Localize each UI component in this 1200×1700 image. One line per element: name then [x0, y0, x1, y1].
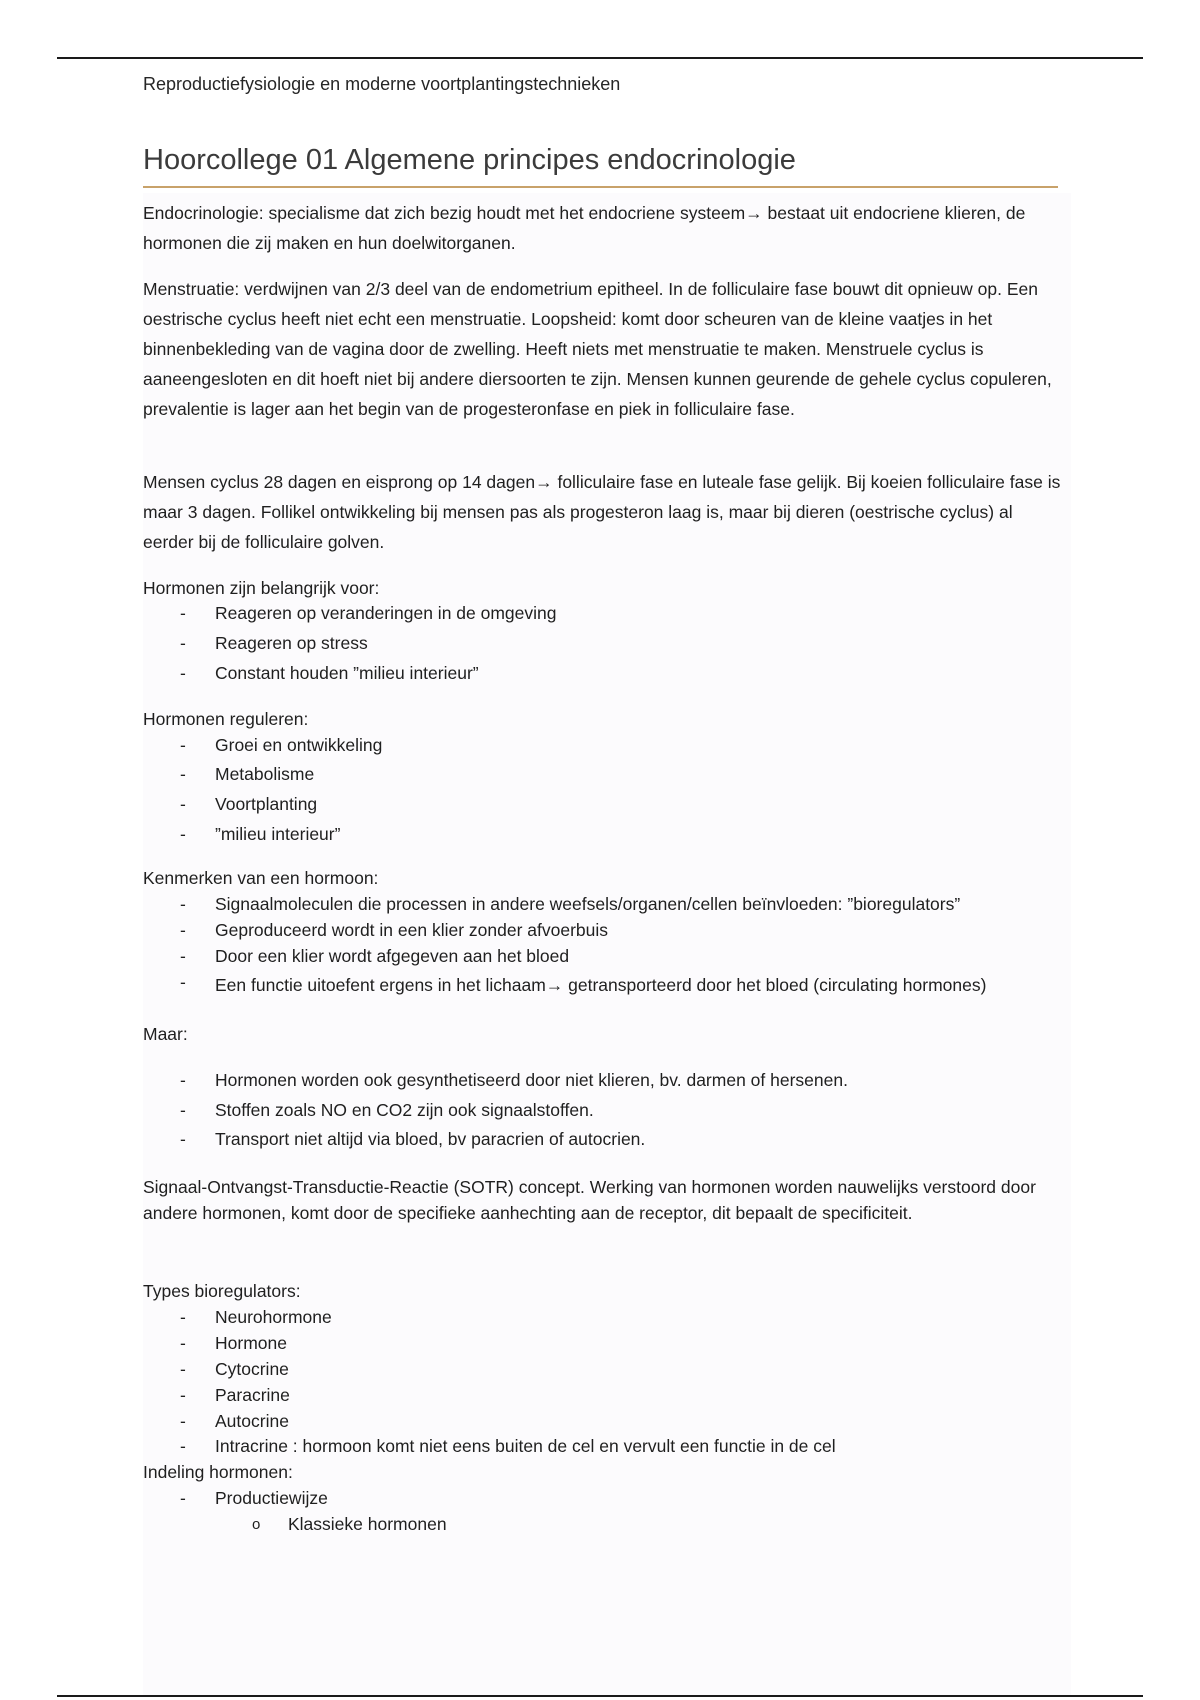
list-item: Productiewijze — [215, 1488, 328, 1508]
dash-marker: - — [180, 972, 186, 992]
dash-marker: - — [180, 633, 186, 653]
dash-marker: - — [180, 1359, 186, 1379]
paragraph-cyclus: Mensen cyclus 28 dagen en eisprong op 14 dagen→ folliculaire fase en luteale fase gelijk. Bij koeien folliculaire fase is maar 3 dagen. Follikel ontwikkeling bij mensen pas als progesteron laag is, maar bij dieren (oestrische cyclus) al eerder bij de folliculaire golven. — [143, 472, 1061, 552]
dash-marker: - — [180, 735, 186, 755]
list-heading-reguleren: Hormonen reguleren: — [143, 709, 309, 729]
list-item: Door een klier wordt afgegeven aan het bloed — [215, 946, 570, 966]
dash-marker: - — [180, 794, 186, 814]
dash-marker: - — [180, 1129, 186, 1149]
bottom-rule — [57, 1695, 1143, 1697]
dash-marker: - — [180, 824, 186, 844]
dash-marker: - — [180, 920, 186, 940]
list-item: Stoffen zoals NO en CO2 zijn ook signaalstoffen. — [215, 1100, 594, 1120]
list-item: Hormone — [215, 1333, 287, 1353]
list-item: Metabolisme — [215, 764, 315, 784]
list-item: Reageren op stress — [215, 633, 368, 653]
list-item: Signaalmoleculen die processen in andere weefsels/organen/cellen beïnvloeden: ”bioregulators” — [215, 894, 961, 914]
dash-marker: - — [180, 1100, 186, 1120]
list-heading-indeling: Indeling hormonen: — [143, 1462, 293, 1482]
list-item: Constant houden ”milieu interieur” — [215, 663, 479, 683]
list-heading-belangrijk: Hormonen zijn belangrijk voor: — [143, 578, 380, 598]
dash-marker: - — [180, 1488, 186, 1508]
circle-bullet-icon: o — [252, 1516, 261, 1533]
list-item: Voortplanting — [215, 794, 318, 814]
dash-marker: - — [180, 1436, 186, 1456]
list-heading-kenmerken: Kenmerken van een hormoon: — [143, 868, 379, 888]
dash-marker: - — [180, 1333, 186, 1353]
dash-marker: - — [180, 946, 186, 966]
dash-marker: - — [180, 603, 186, 623]
list-item: Hormonen worden ook gesynthetiseerd door niet klieren, bv. darmen of hersenen. — [215, 1070, 848, 1090]
dash-marker: - — [180, 1411, 186, 1431]
title-underline — [143, 186, 1058, 188]
list-heading-types: Types bioregulators: — [143, 1281, 301, 1301]
dash-marker: - — [180, 764, 186, 784]
list-item: ”milieu interieur” — [215, 824, 341, 844]
paragraph-menstruatie: Menstruatie: verdwijnen van 2/3 deel van de endometrium epitheel. In de folliculaire fase bouwt dit opnieuw op. Een oestrische cyclus heeft niet echt een menstruatie. Loopsheid: komt door scheuren van de kleine vaatjes in het binnenbekleding van de vagina door de zwelling. Heeft niets met menstruatie te maken. Menstruele cyclus is aaneengesloten en dit hoeft niet bij andere diersoorten te zijn. Mensen kunnen geurende de gehele cyclus copuleren, prevalentie is lager aan het begin van de progesteronfase en piek in folliculaire fase. — [143, 279, 1052, 419]
page-title: Hoorcollege 01 Algemene principes endocrinologie — [143, 144, 796, 176]
dash-marker: - — [180, 663, 186, 683]
list-item: Transport niet altijd via bloed, bv paracrien of autocrien. — [215, 1129, 646, 1149]
running-header: Reproductiefysiologie en moderne voortplantingstechnieken — [143, 74, 621, 94]
list-item: Cytocrine — [215, 1359, 289, 1379]
dash-marker: - — [180, 1307, 186, 1327]
list-item: Autocrine — [215, 1411, 289, 1431]
list-item: Een functie uitoefent ergens in het lichaam→ getransporteerd door het bloed (circulating hormones) — [215, 975, 987, 995]
dash-marker: - — [180, 894, 186, 914]
top-rule — [57, 57, 1143, 59]
paragraph-sotr: Signaal-Ontvangst-Transductie-Reactie (SOTR) concept. Werking van hormonen worden nauwelijks verstoord door andere hormonen, komt door de specifieke aanhechting aan de receptor, dit bepaalt de specificiteit. — [143, 1177, 1036, 1223]
dash-marker: - — [180, 1385, 186, 1405]
list-item: Neurohormone — [215, 1307, 332, 1327]
list-item: Reageren op veranderingen in de omgeving — [215, 603, 557, 623]
list-item: Groei en ontwikkeling — [215, 735, 383, 755]
sub-list-item: Klassieke hormonen — [288, 1514, 447, 1534]
paragraph-endocrinologie: Endocrinologie: specialisme dat zich bezig houdt met het endocriene systeem→ bestaat uit endocriene klieren, de hormonen die zij maken en hun doelwitorganen. — [143, 203, 1026, 253]
list-item: Intracrine : hormoon komt niet eens buiten de cel en vervult een functie in de cel — [215, 1436, 836, 1456]
list-item: Paracrine — [215, 1385, 290, 1405]
list-heading-maar: Maar: — [143, 1024, 188, 1044]
list-item: Geproduceerd wordt in een klier zonder afvoerbuis — [215, 920, 608, 940]
dash-marker: - — [180, 1070, 186, 1090]
